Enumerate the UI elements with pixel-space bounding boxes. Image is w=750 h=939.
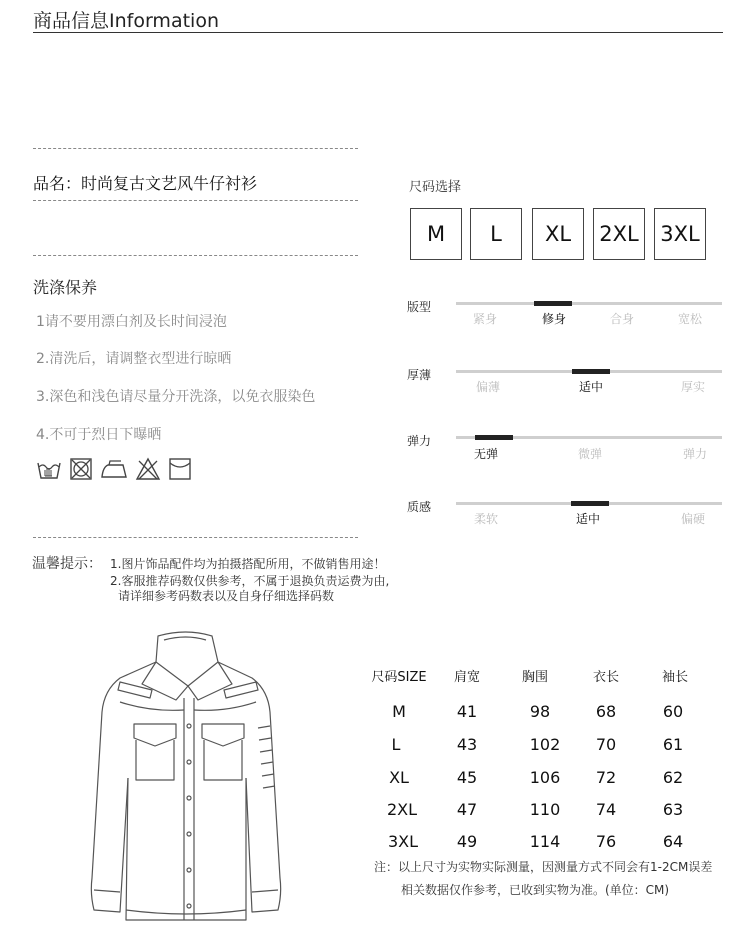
attr-marker-texture [571,501,609,506]
page-title: 商品信息Information [33,10,219,32]
table-cell: 49 [456,832,478,851]
table-cell: XL [389,768,409,787]
divider-dashed-bottom [33,537,358,538]
table-cell: 72 [595,768,617,787]
header-divider [33,32,723,33]
table-header: 胸围 [521,670,549,685]
attr-option: 厚实 [680,380,706,394]
attr-option-selected: 无弹 [473,447,499,461]
product-name: 品名：时尚复古文艺风牛仔衬衫 [33,174,258,193]
table-cell: 62 [662,768,684,787]
attr-option: 微弹 [577,447,603,461]
care-item: 2.清洗后，请调整衣型进行晾晒 [36,351,232,367]
table-cell: 110 [529,800,561,819]
table-cell: 106 [529,768,561,787]
attr-option-selected: 适中 [575,512,601,526]
attr-label-elasticity: 弹力 [407,434,432,448]
tip-line: 1.图片饰品配件均为拍摄搭配所用，不做销售用途！ [110,557,386,571]
care-item: 4.不可于烈日下曝晒 [36,427,162,443]
divider-dashed-name [33,200,358,201]
divider-dashed-care [33,255,358,256]
table-cell: L [391,735,401,754]
hand-wash-icon [36,457,62,481]
attr-label-fit: 版型 [407,300,432,314]
attr-option: 弹力 [682,447,708,461]
care-icons [36,457,192,481]
shirt-sketch [80,628,295,928]
table-cell: 70 [595,735,617,754]
attr-marker-fit [534,301,572,306]
attr-bar-fit [456,302,722,305]
table-cell: 63 [662,800,684,819]
attr-option: 合身 [609,312,635,326]
table-cell: 43 [456,735,478,754]
divider-dashed-top [33,148,358,149]
attr-option: 偏硬 [680,512,706,526]
attr-marker-elasticity [475,435,513,440]
table-note: 注：以上尺寸为实物实际测量，因测量方式不同会有1-2CM误差 [374,860,713,874]
attr-marker-thickness [572,369,610,374]
table-cell: 2XL [386,800,418,819]
no-bleach-icon [135,457,161,481]
care-title: 洗涤保养 [33,278,98,297]
table-cell: 68 [595,702,617,721]
table-cell: 47 [456,800,478,819]
attr-option-selected: 修身 [541,312,567,326]
dry-icon [168,457,192,481]
iron-icon [100,457,128,481]
table-cell: 74 [595,800,617,819]
table-cell: 64 [662,832,684,851]
tip-line: 2.客服推荐码数仅供参考，不属于退换负责运费为由, [110,574,390,588]
table-cell: 114 [529,832,561,851]
attr-option: 紧身 [472,312,498,326]
size-select-title: 尺码选择 [409,180,462,195]
size-option-xl[interactable]: XL [532,208,584,260]
care-item: 3.深色和浅色请尽量分开洗涤，以免衣服染色 [36,389,316,405]
table-cell: 3XL [387,832,419,851]
attr-label-thickness: 厚薄 [407,368,432,382]
table-header: 尺码SIZE [371,670,427,685]
care-item: 1请不要用漂白剂及长时间浸泡 [36,314,227,330]
tip-line: 请详细参考码数表以及自身仔细选择码数 [118,589,335,603]
attr-option: 偏薄 [475,380,501,394]
table-cell: M [392,702,406,721]
table-cell: 76 [595,832,617,851]
tips-label: 温馨提示： [32,556,102,572]
table-header: 肩宽 [453,670,481,685]
table-cell: 61 [662,735,684,754]
table-cell: 45 [456,768,478,787]
size-option-3xl[interactable]: 3XL [654,208,706,260]
table-cell: 102 [529,735,561,754]
size-option-2xl[interactable]: 2XL [593,208,645,260]
no-tumble-dry-icon [69,457,93,481]
size-option-m[interactable]: M [410,208,462,260]
attr-option-selected: 适中 [578,380,604,394]
size-option-l[interactable]: L [470,208,522,260]
table-cell: 98 [529,702,551,721]
attr-option: 柔软 [473,512,499,526]
table-note: 相关数据仅作参考，已收到实物为准。(单位：CM) [401,883,670,897]
table-header: 袖长 [661,670,689,685]
table-header: 衣长 [592,670,620,685]
table-cell: 41 [456,702,478,721]
attr-option: 宽松 [677,312,703,326]
attr-label-texture: 质感 [407,500,432,514]
table-cell: 60 [662,702,684,721]
